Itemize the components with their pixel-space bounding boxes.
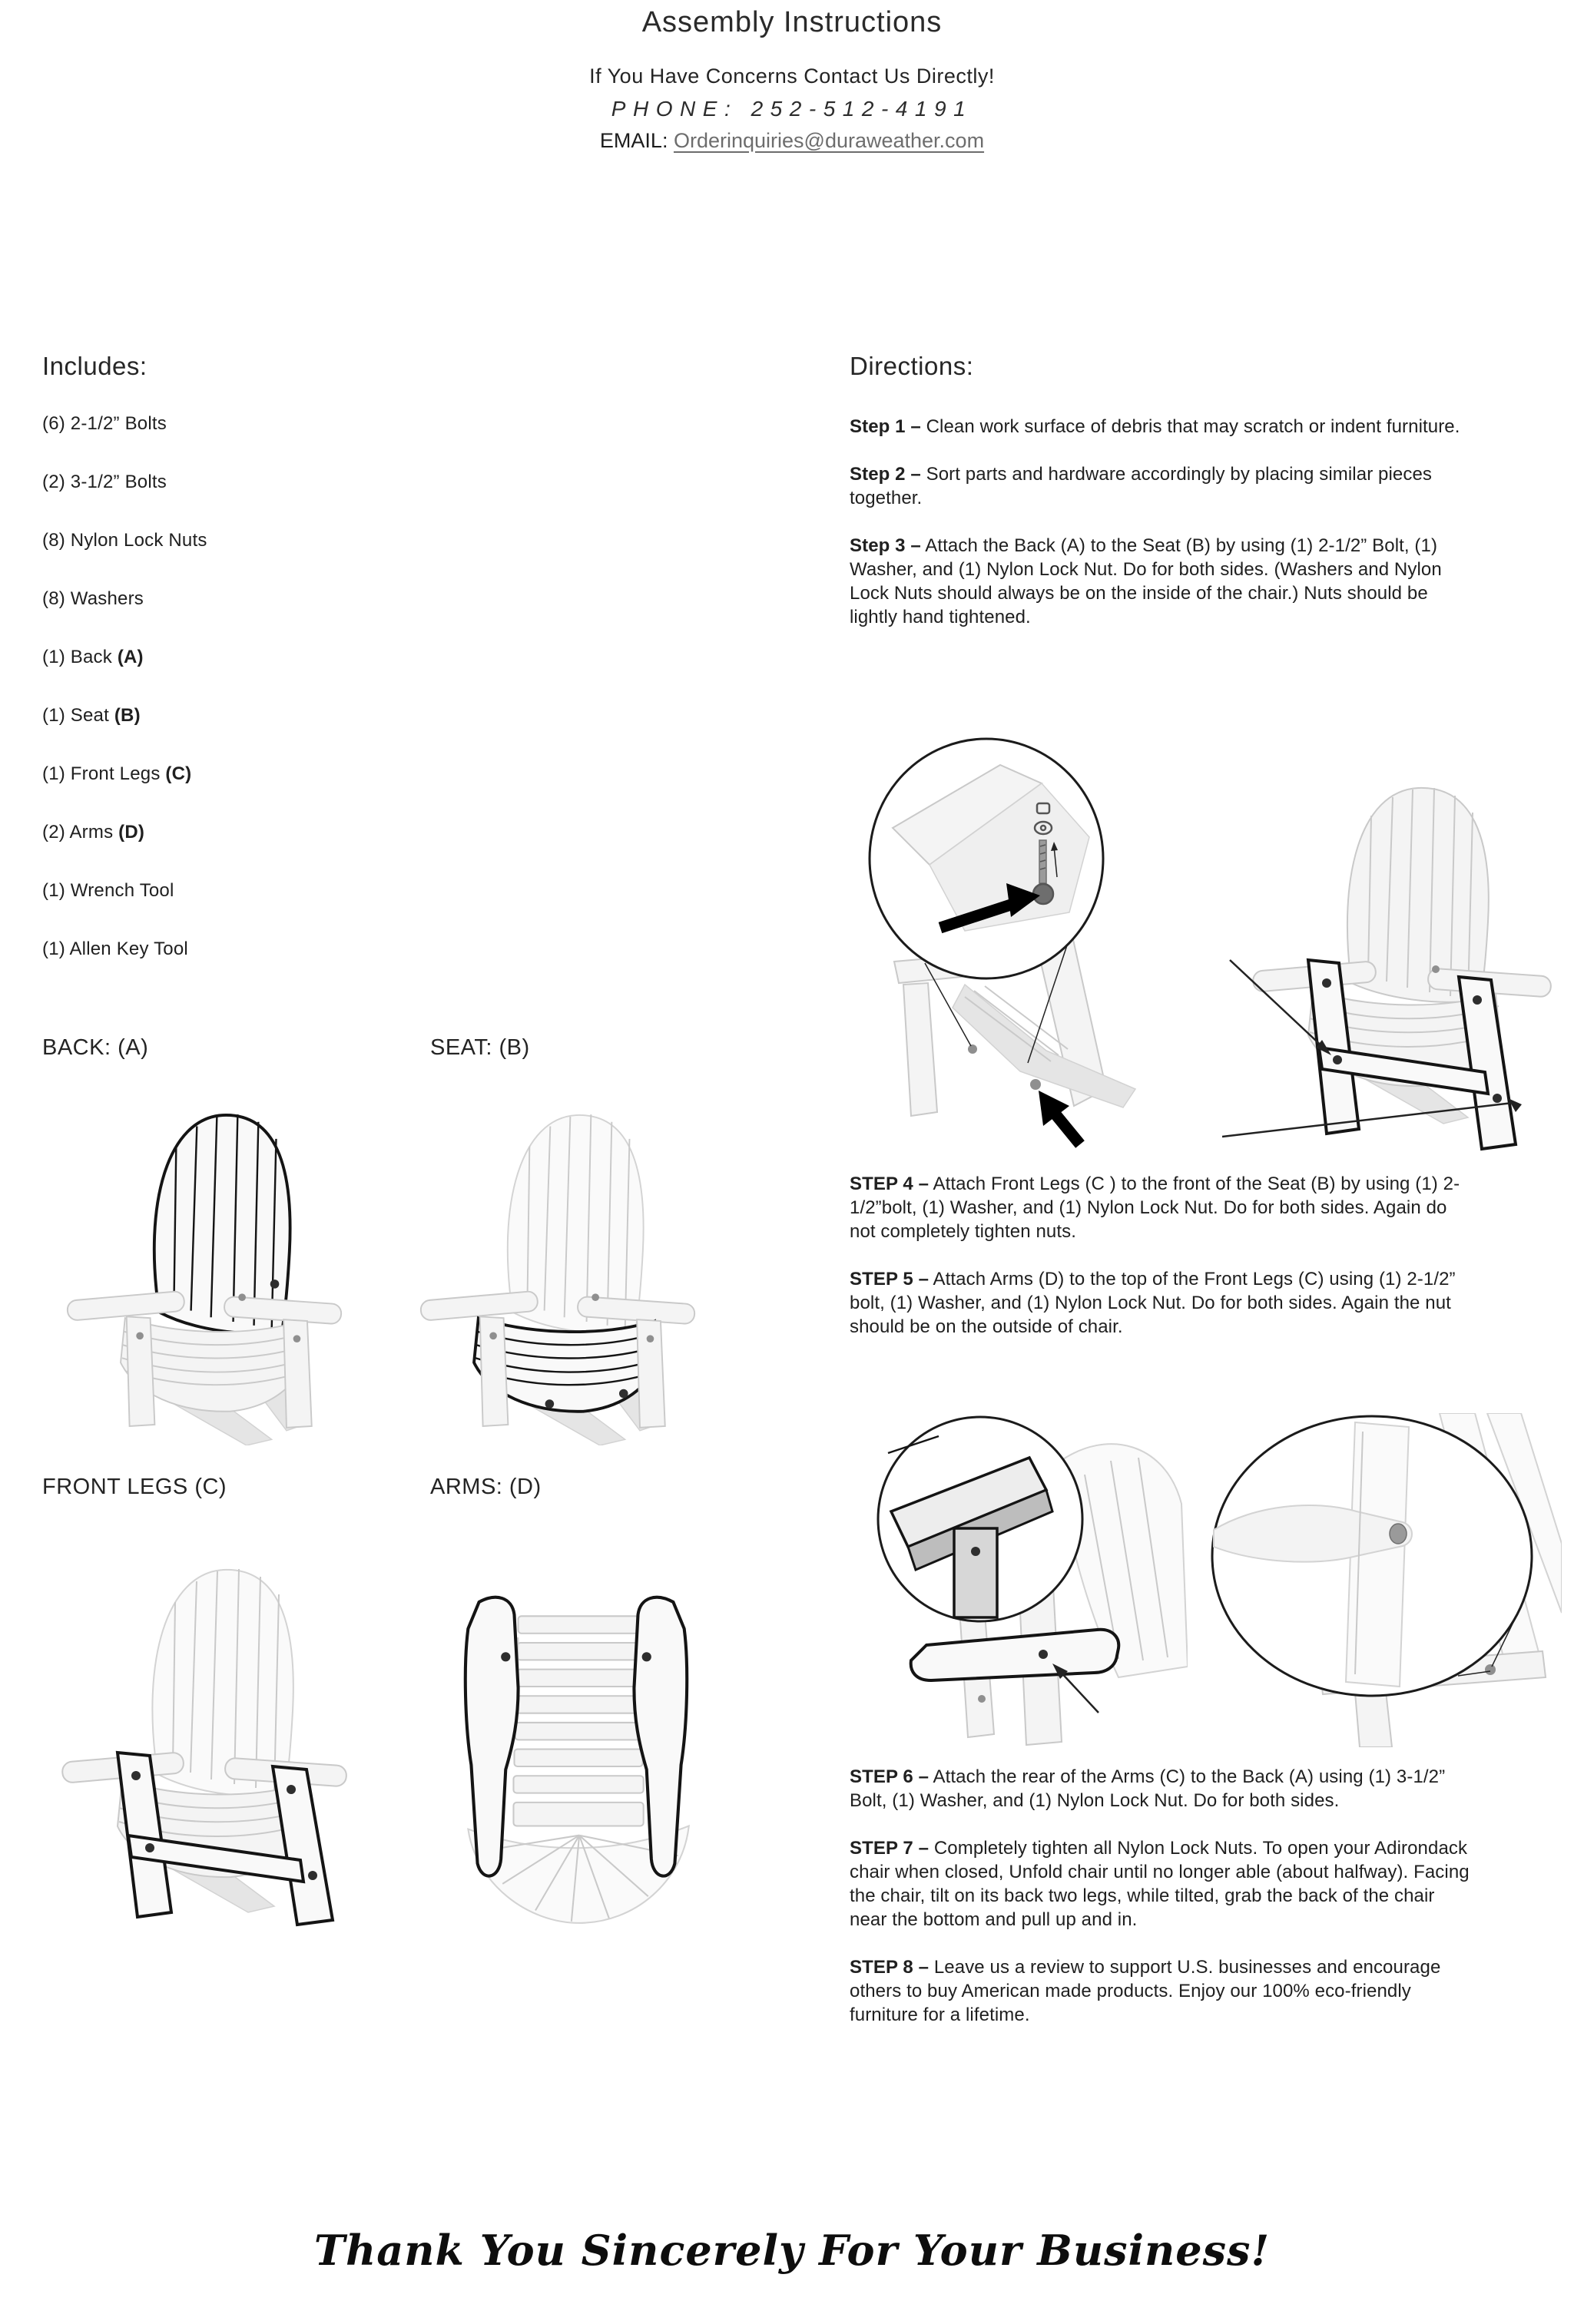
part-back-illustration: [42, 1075, 365, 1445]
step-5: STEP 5 – Attach Arms (D) to the top of the Front Legs (C) using (1) 2-1/2” bolt, (1) Washer, and (1) Nylon Lock Nut. Do for both sides. Again the nut should be on the outside of chair.: [850, 1269, 1456, 1337]
includes-section: [42, 352, 472, 997]
phone-line: PHONE: 252-512-4191: [611, 97, 973, 121]
thank-you-message: Thank You Sincerely For Your Business!: [313, 2226, 1271, 2275]
directions-section: [850, 352, 1584, 2025]
list-item: (8) Nylon Lock Nuts: [42, 530, 207, 551]
step3-illustration-left: [850, 730, 1161, 1156]
step5-illustrations: [850, 1413, 1584, 1751]
steps-6-8: [850, 1765, 1472, 2051]
list-item: (1) Wrench Tool: [42, 880, 174, 901]
list-item: (6) 2-1/2” Bolts: [42, 413, 167, 434]
step-4: STEP 4 – Attach Front Legs (C ) to the front of the Seat (B) by using (1) 2-1/2”bolt, (1) Washer, and (1) Nylon Lock Nut. Do for both sides. Again do not completely tighten nuts.: [850, 1174, 1460, 1242]
email-line: [0, 129, 1584, 153]
includes-list: [42, 413, 472, 960]
part-legs-illustration: [42, 1528, 373, 1928]
step-2: Step 2 – Sort parts and hardware accordingly by placing similar pieces together.: [850, 464, 1433, 508]
includes-heading: Includes:: [42, 352, 147, 380]
part-label-seat: SEAT: (B): [430, 1035, 530, 1060]
step-3: Step 3 – Attach the Back (A) to the Seat (B) by using (1) 2-1/2” Bolt, (1) Washer, and (1) Nylon Lock Nut. Do for both sides. (Washers and Nylon Lock Nuts should always be on the inside of the chair.) Nuts should be lightly hand tightened.: [850, 535, 1442, 627]
part-label-legs: FRONT LEGS (C): [42, 1475, 227, 1499]
step3-legs-attached-illustration: [1222, 730, 1564, 1156]
step-7: STEP 7 – Completely tighten all Nylon Lock Nuts. To open your Adirondack chair when closed, Unfold chair until no longer able (about halfway). Facing the chair, tilt on its back two legs, while tilted, grab the back of the chair near the bottom and pull up and in.: [850, 1838, 1470, 1930]
step3-illustrations: [850, 730, 1584, 1160]
part-label-back: BACK: (A): [42, 1035, 149, 1060]
list-item: (1) Seat (B): [42, 705, 141, 726]
part-seat-illustration: [396, 1075, 718, 1445]
email-label: EMAIL:: [599, 129, 668, 152]
page-title: Assembly Instructions: [641, 6, 943, 38]
list-item: (2) 3-1/2” Bolts: [42, 472, 167, 492]
step3-illustration-right: [1222, 730, 1564, 1156]
list-item: (2) Arms (D): [42, 822, 145, 843]
step5-arm-on-leg-illustration: [865, 1413, 1188, 1747]
step5-arm-bolt-magnifier-illustration: [1205, 1413, 1562, 1747]
directions-heading: Directions:: [850, 352, 974, 380]
step-8: STEP 8 – Leave us a review to support U.S. businesses and encourage others to buy American made products. Enjoy our 100% eco-friendly furniture for a lifetime.: [850, 1957, 1441, 2025]
list-item: (8) Washers: [42, 588, 144, 609]
header-subtitle: If You Have Concerns Contact Us Directly!: [589, 65, 995, 88]
email-link[interactable]: Orderinquiries@duraweather.com: [673, 129, 985, 152]
step-6: STEP 6 – Attach the rear of the Arms (C) to the Back (A) using (1) 3-1/2” Bolt, (1) Washer, and (1) Nylon Lock Nut. Do for both sides.: [850, 1766, 1446, 1811]
list-item: (1) Allen Key Tool: [42, 939, 188, 959]
list-item: (1) Front Legs (C): [42, 763, 192, 784]
step-1: Step 1 – Clean work surface of debris that may scratch or indent furniture.: [850, 416, 1460, 437]
step5-illustration-right: [1205, 1413, 1562, 1747]
part-arms-illustration: [403, 1522, 749, 1929]
steps-1-3: [850, 415, 1472, 653]
step3-detail-magnifier-illustration: [850, 730, 1161, 1156]
list-item: (1) Back (A): [42, 647, 144, 667]
part-label-arms: ARMS: (D): [430, 1475, 542, 1499]
step5-illustration-left: [865, 1413, 1188, 1747]
steps-4-5: [850, 1172, 1472, 1362]
